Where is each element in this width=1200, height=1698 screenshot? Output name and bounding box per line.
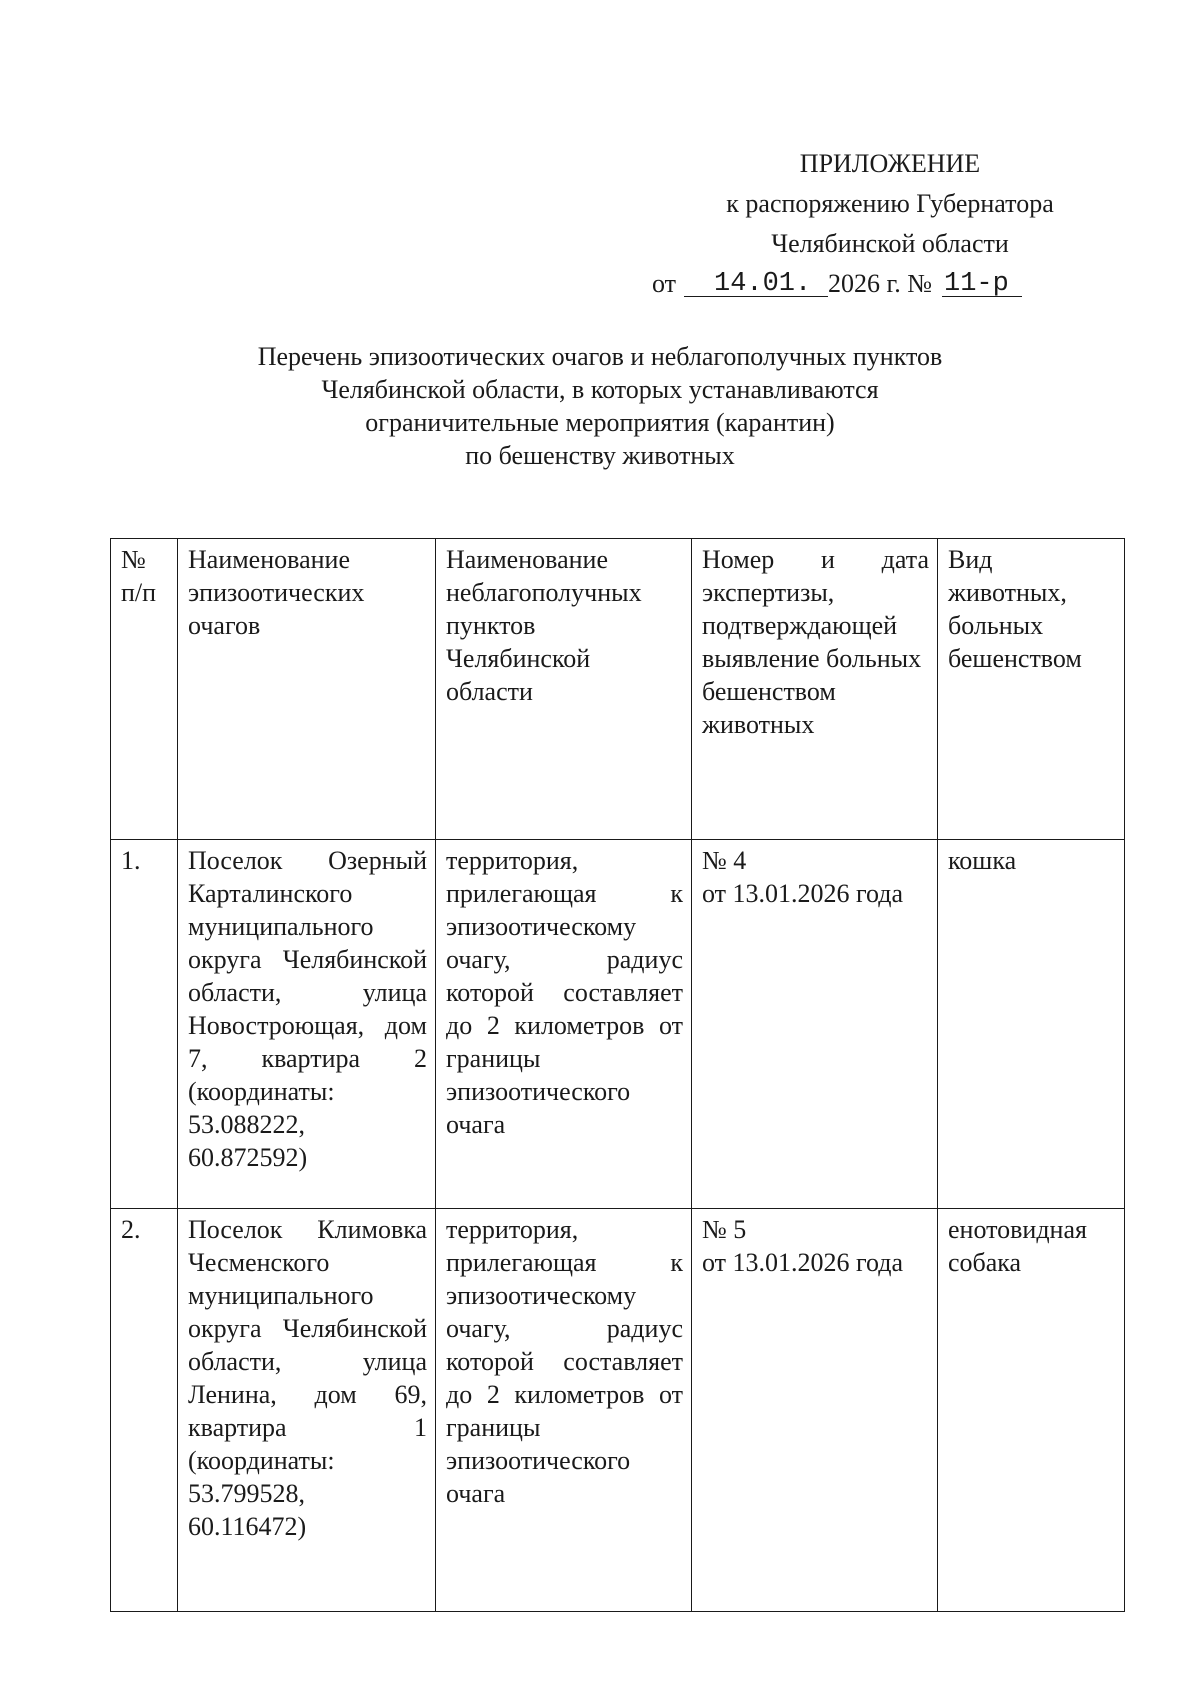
header-focus: Наименование эпизоотических очагов [178, 539, 436, 840]
table-row [111, 1209, 1125, 1612]
annex-year-number: 2026 г. № [828, 269, 933, 298]
document-title [220, 340, 980, 472]
annex-date-handwritten: 14.01. [714, 269, 812, 299]
annex-order-line: к распоряжению Губернатора [726, 189, 1054, 218]
header-expertise-first: Номер и дата [702, 545, 929, 574]
cell-focus: Поселок Климовка Чесменского муниципального округа Челябинской области, улица Ленина, дом 69, квартира 1 (координаты: 53.799528, 60.116472) [178, 1209, 436, 1612]
header-num: № п/п [111, 539, 178, 840]
header-expertise [692, 539, 938, 840]
annex-date-line [652, 264, 1100, 304]
title-line-1: Перечень эпизоотических очагов и неблагополучных пунктов [257, 342, 943, 371]
header-expertise-rest: экспертизы, подтверждающей выявление больных бешенством животных [702, 578, 922, 739]
cell-focus: Поселок Озерный Карталинского муниципального округа Челябинской области, улица Новостроющая, дом 7, квартира 2 (координаты: 53.088222, 60.872592) [178, 840, 436, 1209]
annex-block [652, 144, 1100, 304]
cell-expertise [692, 1209, 938, 1612]
cell-points: территория, прилегающая к эпизоотическому очагу, радиус которой составляет до 2 километров от границы эпизоотического очага [436, 1209, 692, 1612]
cell-expertise [692, 840, 938, 1209]
title-line-2: Челябинской области, в которых устанавливаются [321, 375, 879, 404]
annex-title: ПРИЛОЖЕНИЕ [799, 149, 981, 178]
expertise-number: № 5 [702, 1215, 747, 1244]
expertise-number: № 4 [702, 846, 747, 875]
table-row [111, 840, 1125, 1209]
expertise-date: от 13.01.2026 года [702, 879, 904, 908]
header-animal: Вид животных, больных бешенством [938, 539, 1125, 840]
title-line-4: по бешенству животных [465, 441, 735, 470]
cell-num: 1. [111, 840, 178, 1209]
annex-number-handwritten: 11-р [944, 269, 1009, 299]
annex-region-line: Челябинской области [771, 229, 1009, 258]
quarantine-table [110, 538, 1125, 1612]
cell-num: 2. [111, 1209, 178, 1612]
cell-animal: енотовидная собака [938, 1209, 1125, 1612]
expertise-date: от 13.01.2026 года [702, 1248, 904, 1277]
header-points: Наименование неблагополучных пунктов Челябинской области [436, 539, 692, 840]
cell-animal: кошка [938, 840, 1125, 1209]
table-header-row [111, 539, 1125, 840]
annex-date-prefix: от [652, 269, 677, 298]
cell-points: территория, прилегающая к эпизоотическому очагу, радиус которой составляет до 2 километров от границы эпизоотического очага [436, 840, 692, 1209]
title-line-3: ограничительные мероприятия (карантин) [365, 408, 835, 437]
